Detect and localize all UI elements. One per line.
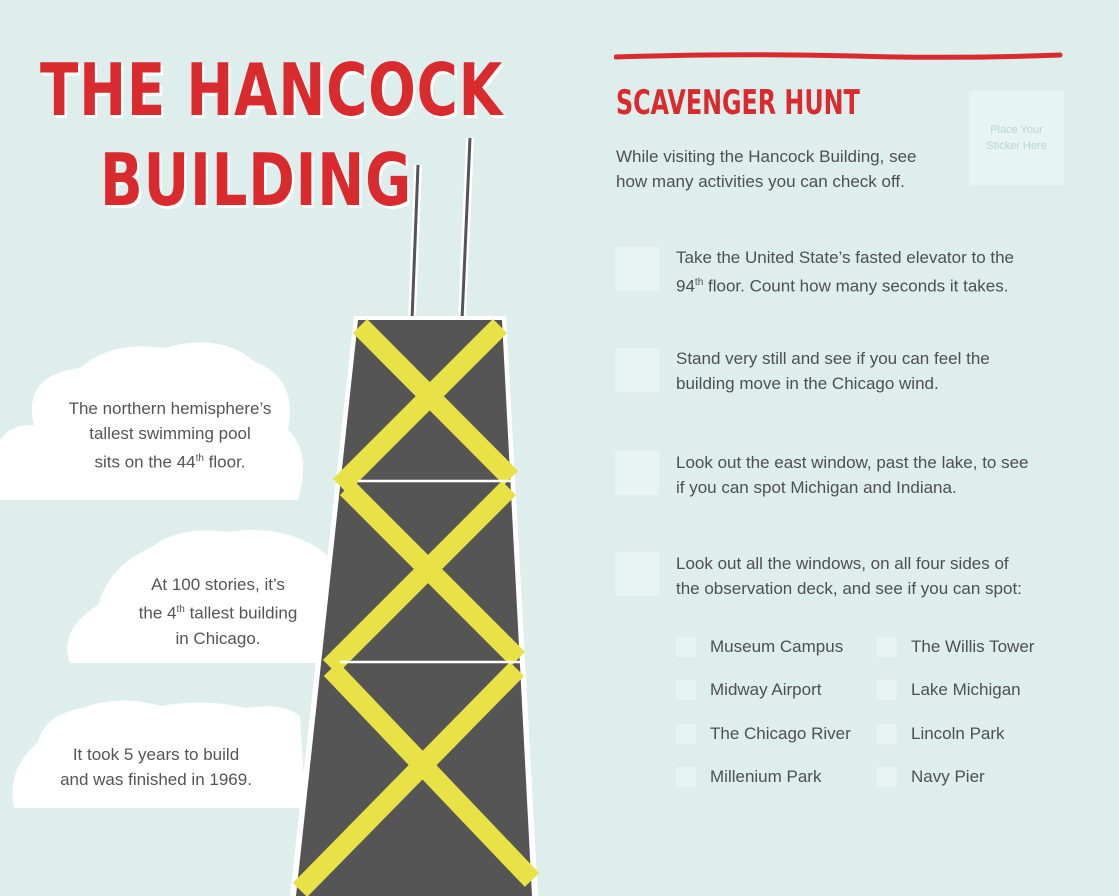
task-4-checkbox[interactable] xyxy=(615,552,659,596)
fact-2-line-3: in Chicago. xyxy=(175,628,261,648)
spot-checkbox-willis-tower[interactable] xyxy=(877,637,897,657)
spot-label-lake-michigan: Lake Michigan xyxy=(911,680,1021,699)
fact-3 xyxy=(46,742,266,792)
spot-label-museum-campus: Museum Campus xyxy=(710,637,844,656)
sticker-placeholder: Place Your Sticker Here xyxy=(969,91,1064,185)
scavenger-hunt-heading: SCAVENGER HUNT xyxy=(616,83,860,123)
task-1-checkbox[interactable] xyxy=(615,247,659,291)
task-3-checkbox[interactable] xyxy=(615,451,659,495)
task-2-checkbox[interactable] xyxy=(615,348,659,392)
spot-checkbox-chicago-river[interactable] xyxy=(676,724,696,744)
spot-checkbox-lake-michigan[interactable] xyxy=(877,680,897,700)
antennas xyxy=(412,138,470,320)
spot-checkbox-navy-pier[interactable] xyxy=(877,767,897,787)
task-4-text: Look out all the windows, on all four sides of the observation deck, and see if you can spot: xyxy=(676,554,1022,598)
fact-1-line-1: The northern hemisphere’s xyxy=(68,399,272,418)
fact-2 xyxy=(128,572,308,651)
spot-checkbox-lincoln-park[interactable] xyxy=(877,724,897,744)
scavenger-hunt-intro: While visiting the Hancock Building, see how many activities you can check off. xyxy=(616,147,917,191)
fact-1 xyxy=(40,396,300,475)
spot-checkbox-millenium-park[interactable] xyxy=(676,767,696,787)
spot-checkbox-midway-airport[interactable] xyxy=(676,680,696,700)
fact-3-line-2: and was finished in 1969. xyxy=(60,770,252,789)
spot-label-chicago-river: The Chicago River xyxy=(710,724,851,743)
task-3-text: Look out the east window, past the lake, to see if you can spot Michigan and Indiana. xyxy=(676,453,1029,497)
task-2-text: Stand very still and see if you can feel the building move in the Chicago wind. xyxy=(676,349,990,393)
header-rule xyxy=(614,50,1064,64)
task-1-text: Take the United State’s fasted elevator to the 94th floor. Count how many seconds it takes. xyxy=(676,248,1015,296)
tower-body xyxy=(290,316,538,896)
fact-3-line-1: It took 5 years to build xyxy=(72,745,240,764)
page-title-line-2: BUILDING xyxy=(100,138,412,222)
spot-label-willis-tower: The Willis Tower xyxy=(911,637,1035,656)
spot-checkbox-museum-campus[interactable] xyxy=(676,637,696,657)
fact-2-line-2: the 4th tallest building xyxy=(138,603,298,623)
page-title-line-1: THE HANCOCK xyxy=(40,48,503,132)
spot-label-navy-pier: Navy Pier xyxy=(911,767,985,786)
spot-label-midway-airport: Midway Airport xyxy=(710,680,822,699)
spot-label-millenium-park: Millenium Park xyxy=(710,767,822,786)
fact-1-line-3: sits on the 44th floor. xyxy=(94,452,246,472)
fact-1-line-2: tallest swimming pool xyxy=(89,424,251,443)
fact-2-line-1: At 100 stories, it’s xyxy=(151,575,285,594)
spot-label-lincoln-park: Lincoln Park xyxy=(911,724,1005,743)
